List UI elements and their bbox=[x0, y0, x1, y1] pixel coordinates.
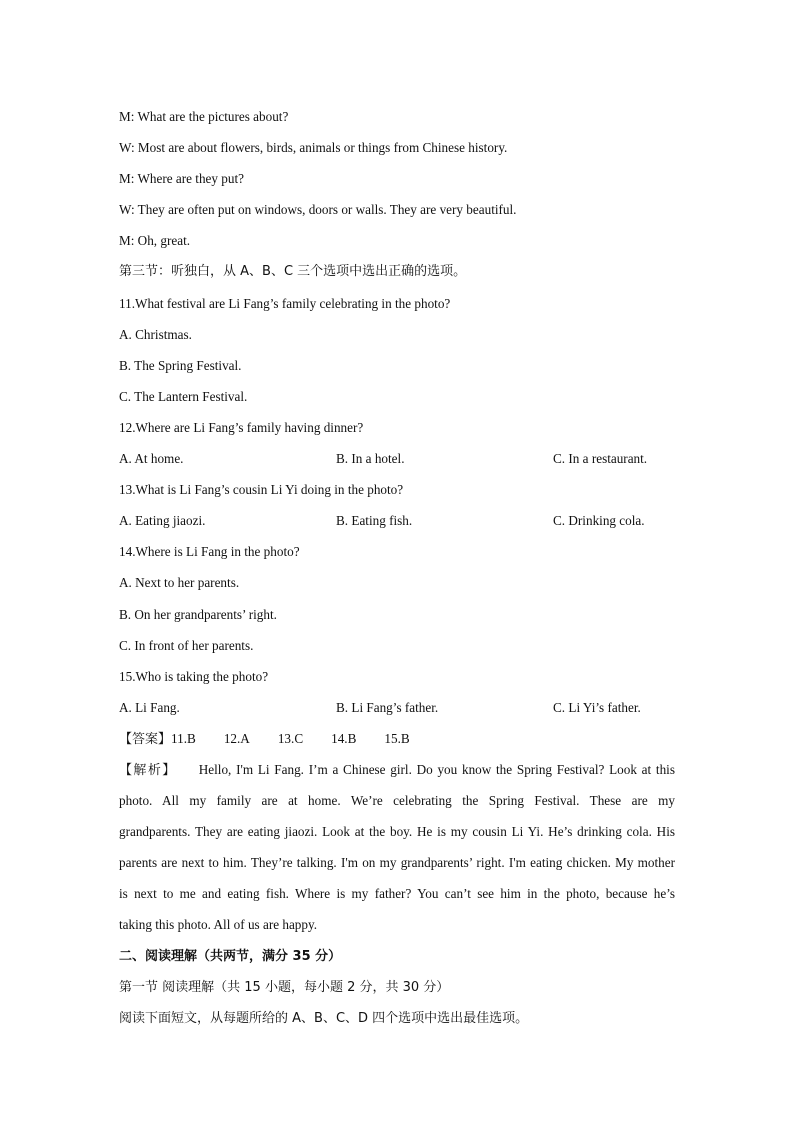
answer-value: 11.B bbox=[171, 730, 196, 746]
dialog-line: M: What are the pictures about? bbox=[119, 109, 289, 124]
dialog-line: M: Oh, great. bbox=[119, 233, 191, 249]
question-14-option-a: A. Next to her parents. bbox=[119, 575, 240, 591]
analysis-line: taking this photo. All of us are happy. bbox=[119, 917, 318, 933]
analysis-label: 【解析】 bbox=[119, 762, 177, 778]
question-11-option-c: C. The Lantern Festival. bbox=[119, 388, 248, 404]
question-15-option-a: A. Li Fang. bbox=[119, 699, 180, 715]
question-13-stem: 13.What is Li Fang’s cousin Li Yi doing in the photo? bbox=[119, 482, 404, 498]
part2-instruction: 阅读下面短文，从每题所给的 A、B、C、D 四个选项中选出最佳选项。 bbox=[119, 1010, 529, 1026]
question-11-option-b: B. The Spring Festival. bbox=[119, 357, 242, 373]
question-14-option-c: C. In front of her parents. bbox=[119, 637, 254, 653]
analysis-line: grandparents. They are eating jiaozi. Look at the boy. He is my cousin Li Yi. He’s drinking cola. His bbox=[119, 824, 675, 840]
answer-label: 【答案】 bbox=[119, 731, 172, 747]
question-12-options bbox=[119, 443, 675, 474]
question-11-stem: 11.What festival are Li Fang’s family celebrating in the photo? bbox=[119, 295, 451, 311]
question-12-option-c: C. In a restaurant. bbox=[553, 451, 648, 467]
part2-title: 二、阅读理解（共两节，满分 35 分） bbox=[119, 948, 342, 964]
analysis-line: photo. All my family are at home. We’re celebrating the Spring Festival. These are my bbox=[119, 793, 675, 809]
question-12-option-a: A. At home. bbox=[119, 451, 184, 467]
analysis-line: parents are next to him. They’re talking. I'm on my grandparents’ right. I'm eating chicken. My mother bbox=[119, 855, 675, 871]
question-12-stem: 12.Where are Li Fang’s family having dinner? bbox=[119, 419, 364, 435]
question-15-options bbox=[119, 692, 675, 723]
dialog-line: W: They are often put on windows, doors or walls. They are very beautiful. bbox=[119, 202, 517, 218]
section3-title: 第三节：听独白，从 A、B、C 三个选项中选出正确的选项。 bbox=[119, 264, 467, 280]
question-12-option-b: B. In a hotel. bbox=[336, 451, 405, 467]
question-11-option-a: A. Christmas. bbox=[119, 326, 192, 342]
question-14-stem: 14.Where is Li Fang in the photo? bbox=[119, 544, 300, 560]
question-13-option-c: C. Drinking cola. bbox=[553, 513, 645, 529]
answer-key bbox=[119, 723, 675, 754]
dialog-line: M: Where are they put? bbox=[119, 171, 244, 187]
part2-section1-title: 第一节 阅读理解（共 15 小题，每小题 2 分，共 30 分） bbox=[119, 979, 450, 995]
analysis-line-1 bbox=[119, 754, 675, 785]
answer-value: 13.C bbox=[277, 730, 304, 746]
answer-value: 14.B bbox=[331, 730, 357, 746]
question-15-option-c: C. Li Yi’s father. bbox=[553, 699, 641, 715]
question-15-stem: 15.Who is taking the photo? bbox=[119, 668, 269, 684]
answer-value: 12.A bbox=[223, 730, 250, 746]
document-page bbox=[119, 101, 675, 1034]
analysis-line: is next to me and eating fish. Where is my father? You can’t see him in the photo, because he’s bbox=[119, 886, 675, 902]
dialog-line: W: Most are about flowers, birds, animals or things from Chinese history. bbox=[119, 140, 508, 156]
question-13-options bbox=[119, 505, 675, 536]
analysis-text: Hello, I'm Li Fang. I’m a Chinese girl. Do you know the Spring Festival? Look at this bbox=[198, 761, 675, 777]
question-13-option-a: A. Eating jiaozi. bbox=[119, 513, 206, 529]
question-15-option-b: B. Li Fang’s father. bbox=[336, 699, 439, 715]
question-13-option-b: B. Eating fish. bbox=[336, 513, 413, 529]
answer-value: 15.B bbox=[384, 730, 410, 746]
question-14-option-b: B. On her grandparents’ right. bbox=[119, 606, 277, 622]
